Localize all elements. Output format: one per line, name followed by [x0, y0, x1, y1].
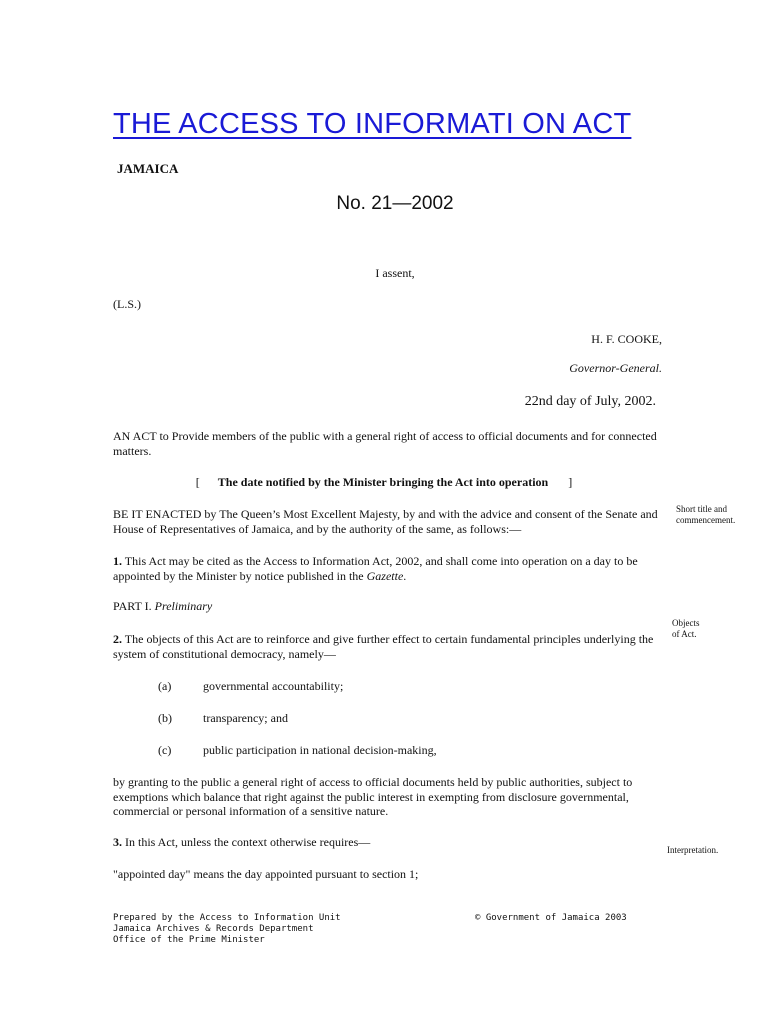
section-2-text: The objects of this Act are to reinforce and give further effect to certain fundamental principles underlying the system of constitutional democracy, namely—: [113, 632, 654, 661]
gazette-ref: Gazette: [366, 568, 404, 583]
section-3-text: In this Act, unless the context otherwise requires—: [122, 835, 371, 849]
list-item-label: (c): [158, 743, 172, 757]
bracket-close: ]: [568, 475, 573, 489]
section-1-end: .: [403, 568, 407, 583]
margin-note-objects-line1: Objects: [672, 618, 700, 628]
country-heading: JAMAICA: [117, 161, 179, 176]
section-3: [113, 835, 668, 850]
definition-appointed-day: "appointed day" means the day appointed pursuant to section 1;: [113, 867, 419, 881]
seal-mark: (L.S.): [113, 297, 141, 311]
list-item-text: governmental accountability;: [203, 679, 344, 693]
signatory-title: Governor-General.: [569, 361, 662, 375]
list-item-label: (a): [158, 679, 172, 693]
section-2-number: 2.: [113, 632, 122, 646]
list-item-text: public participation in national decision-making,: [203, 743, 437, 757]
margin-note-interpretation: Interpretation.: [667, 845, 719, 855]
commencement-note: [0, 475, 768, 490]
act-title: THE ACCESS TO INFORMATI ON ACT: [113, 108, 632, 140]
assent-line: I assent,: [375, 266, 415, 280]
part-heading: [113, 599, 668, 614]
section-1-number: 1.: [113, 554, 122, 568]
footer-line: Office of the Prime Minister: [113, 935, 265, 945]
margin-note-objects: [672, 618, 700, 640]
enacting-formula: BE IT ENACTED by The Queen’s Most Excellent Majesty, by and with the advice and consent of the Senate and House of Representatives of Jamaica, and by the authority of the same, as follows:—: [113, 507, 658, 536]
bracket-open: [: [195, 475, 200, 489]
footer-line: Prepared by the Access to Information Unit: [113, 913, 341, 923]
assent-date: 22nd day of July, 2002.: [524, 394, 656, 409]
margin-note-short-title: Short title and commencement.: [676, 504, 736, 525]
section-2-closing: by granting to the public a general right of access to official documents held by public authorities, subject to exemptions which balance that right against the public interest in exempting from disclosure governmental, commercial or personal information of a sensitive nature.: [113, 775, 633, 818]
commencement-text: The date notified by the Minister bringing the Act into operation: [217, 475, 549, 489]
long-title: AN ACT to Provide members of the public with a general right of access to official documents and for connected matters.: [113, 429, 657, 458]
section-3-number: 3.: [113, 835, 122, 849]
list-item-label: (b): [158, 711, 172, 725]
section-2: [113, 632, 668, 661]
part-label: PART I.: [113, 599, 152, 613]
list-item-text: transparency; and: [203, 711, 288, 725]
signatory-name: H. F. COOKE,: [591, 332, 662, 346]
footer-copyright: © Government of Jamaica 2003: [475, 913, 627, 923]
footer-credits: [113, 913, 341, 946]
footer-line: Jamaica Archives & Records Department: [113, 924, 314, 934]
section-1: [113, 554, 668, 583]
part-name: Preliminary: [154, 599, 213, 613]
act-number: No. 21—2002: [336, 193, 454, 214]
margin-note-objects-line2: of Act.: [672, 629, 697, 639]
section-1-text: This Act may be cited as the Access to Information Act, 2002, and shall come into operation on a day to be appointed by the Minister by notice published in the: [113, 554, 638, 583]
